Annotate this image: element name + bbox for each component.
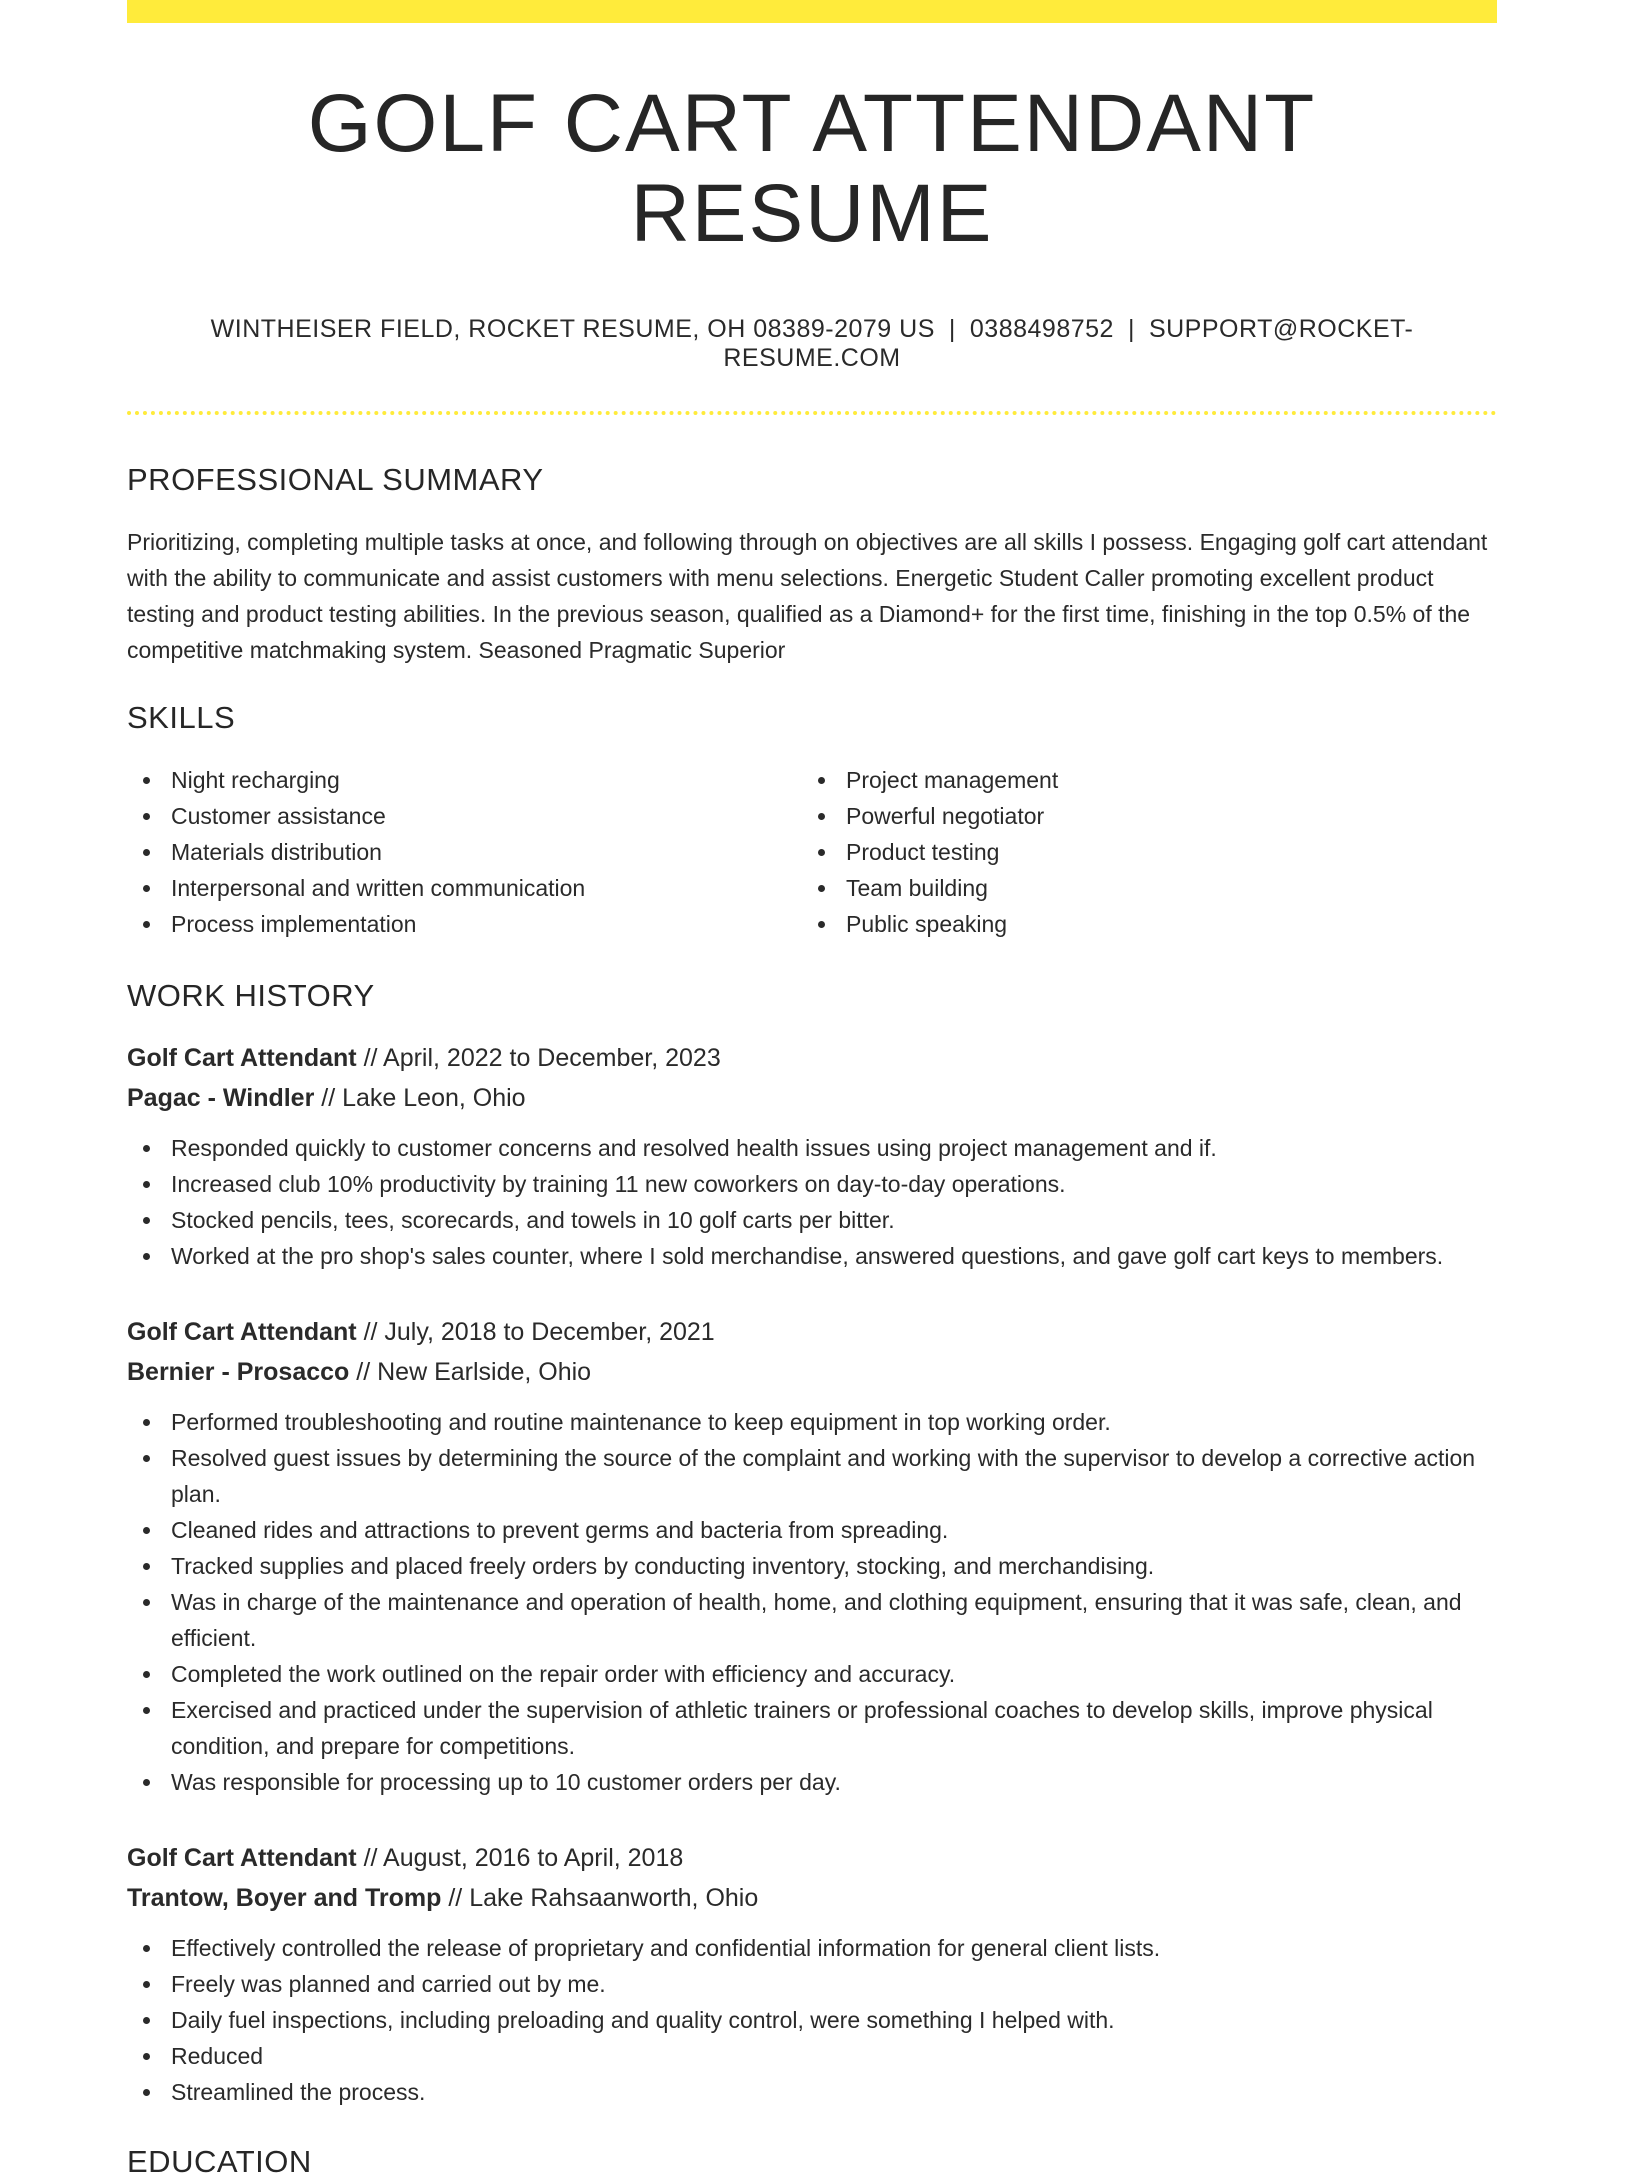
duty-item: Effectively controlled the release of proprietary and confidential information for general client lists. bbox=[127, 1930, 1497, 1966]
skills-column-left bbox=[127, 762, 802, 942]
resume-title: GOLF CART ATTENDANT RESUME bbox=[307, 78, 1317, 260]
job-company-line bbox=[127, 1878, 1497, 1918]
contact-separator: | bbox=[1127, 315, 1135, 344]
skill-item: Process implementation bbox=[127, 906, 802, 942]
skill-item: Night recharging bbox=[127, 762, 802, 798]
duty-item: Freely was planned and carried out by me. bbox=[127, 1966, 1497, 2002]
duty-item: Cleaned rides and attractions to prevent germs and bacteria from spreading. bbox=[127, 1512, 1497, 1548]
job-duties bbox=[127, 1930, 1497, 2110]
skill-item: Customer assistance bbox=[127, 798, 802, 834]
job-duties bbox=[127, 1404, 1497, 1800]
summary-heading: PROFESSIONAL SUMMARY bbox=[127, 462, 544, 498]
contact-separator: | bbox=[948, 315, 956, 344]
job-title: Golf Cart Attendant bbox=[127, 1318, 357, 1347]
skill-item: Materials distribution bbox=[127, 834, 802, 870]
skill-item: Team building bbox=[802, 870, 1477, 906]
job-title: Golf Cart Attendant bbox=[127, 1844, 357, 1873]
duty-item: Was responsible for processing up to 10 customer orders per day. bbox=[127, 1764, 1497, 1800]
duty-item: Responded quickly to customer concerns and resolved health issues using project management and if. bbox=[127, 1130, 1497, 1166]
skills-list bbox=[127, 762, 1497, 942]
skills-heading: SKILLS bbox=[127, 700, 236, 736]
duty-item: Reduced bbox=[127, 2038, 1497, 2074]
job-company: Pagac - Windler bbox=[127, 1084, 315, 1113]
skill-item: Public speaking bbox=[802, 906, 1477, 942]
duty-item: Daily fuel inspections, including preloading and quality control, were something I helped with. bbox=[127, 2002, 1497, 2038]
contact-line bbox=[127, 315, 1497, 373]
job-duties bbox=[127, 1130, 1497, 1274]
duty-item: Performed troubleshooting and routine maintenance to keep equipment in top working order. bbox=[127, 1404, 1497, 1440]
duty-item: Worked at the pro shop's sales counter, where I sold merchandise, answered questions, and gave golf cart keys to members. bbox=[127, 1238, 1497, 1274]
duty-item: Tracked supplies and placed freely orders by conducting inventory, stocking, and merchandising. bbox=[127, 1548, 1497, 1584]
job-title-line bbox=[127, 1838, 1497, 1878]
duty-item: Was in charge of the maintenance and operation of health, home, and clothing equipment, ensuring that it was safe, clean, and efficient. bbox=[127, 1584, 1497, 1656]
contact-email: SUPPORT@ROCKET-RESUME.COM bbox=[723, 315, 1414, 373]
skills-column-right bbox=[802, 762, 1477, 942]
job-company-line bbox=[127, 1352, 1497, 1392]
job-title: Golf Cart Attendant bbox=[127, 1044, 357, 1073]
education-heading: EDUCATION bbox=[127, 2144, 312, 2180]
duty-item: Streamlined the process. bbox=[127, 2074, 1497, 2110]
skill-item: Powerful negotiator bbox=[802, 798, 1477, 834]
job-title-line bbox=[127, 1038, 1497, 1078]
duty-item: Completed the work outlined on the repair order with efficiency and accuracy. bbox=[127, 1656, 1497, 1692]
resume-page bbox=[127, 0, 1497, 2180]
top-accent-bar bbox=[127, 0, 1497, 23]
job-entry bbox=[127, 1312, 1497, 1800]
job-location: // Lake Rahsaanworth, Ohio bbox=[441, 1884, 759, 1913]
job-company: Trantow, Boyer and Tromp bbox=[127, 1884, 442, 1913]
contact-address: WINTHEISER FIELD, ROCKET RESUME, OH 08389-2079 US bbox=[210, 315, 935, 344]
job-dates: // August, 2016 to April, 2018 bbox=[356, 1844, 684, 1873]
summary-text: Prioritizing, completing multiple tasks at once, and following through on objectives are all skills I possess. Engaging golf cart attendant with the ability to communicate and assist customers with menu selections. Energetic Student Caller promoting excellent product testing and product testing abilities. In the previous season, qualified as a Diamond+ for the first time, finishing in the top 0.5% of the competitive matchmaking system. Seasoned Pragmatic Superior bbox=[127, 529, 1488, 664]
job-location: // New Earlside, Ohio bbox=[349, 1358, 592, 1387]
duty-item: Stocked pencils, tees, scorecards, and towels in 10 golf carts per bitter. bbox=[127, 1202, 1497, 1238]
job-company-line bbox=[127, 1078, 1497, 1118]
job-location: // Lake Leon, Ohio bbox=[314, 1084, 526, 1113]
skill-item: Product testing bbox=[802, 834, 1477, 870]
skill-item: Project management bbox=[802, 762, 1477, 798]
job-title-line bbox=[127, 1312, 1497, 1352]
duty-item: Exercised and practiced under the supervision of athletic trainers or professional coaches to develop skills, improve physical condition, and prepare for competitions. bbox=[127, 1692, 1497, 1764]
duty-item: Increased club 10% productivity by training 11 new coworkers on day-to-day operations. bbox=[127, 1166, 1497, 1202]
job-entry bbox=[127, 1838, 1497, 2110]
job-dates: // April, 2022 to December, 2023 bbox=[356, 1044, 721, 1073]
contact-phone: 0388498752 bbox=[969, 315, 1114, 344]
dotted-divider bbox=[127, 411, 1497, 415]
job-entry bbox=[127, 1038, 1497, 1274]
job-company: Bernier - Prosacco bbox=[127, 1358, 350, 1387]
skill-item: Interpersonal and written communication bbox=[127, 870, 802, 906]
duty-item: Resolved guest issues by determining the source of the complaint and working with the supervisor to develop a corrective action plan. bbox=[127, 1440, 1497, 1512]
job-dates: // July, 2018 to December, 2021 bbox=[356, 1318, 715, 1347]
work-history-heading: WORK HISTORY bbox=[127, 978, 375, 1014]
